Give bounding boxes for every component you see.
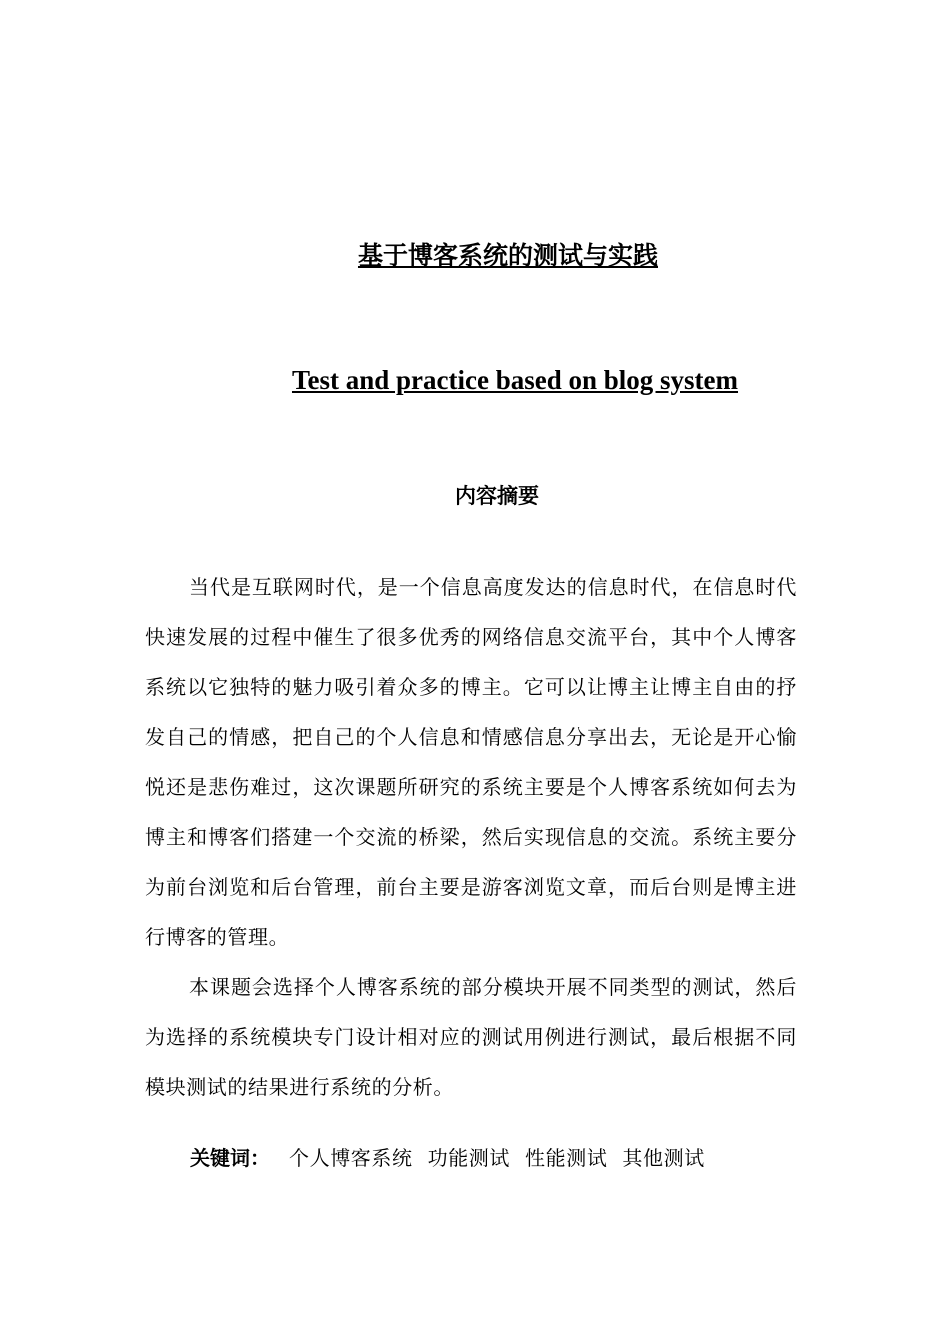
abstract-paragraph-2: 本课题会选择个人博客系统的部分模块开展不同类型的测试，然后为选择的系统模块专门设计相对应的测试用例进行测试，最后根据不同模块测试的结果进行系统的分析。 xyxy=(145,975,797,1099)
keywords-line xyxy=(190,1138,715,1179)
abstract-paragraph-1: 当代是互联网时代，是一个信息高度发达的信息时代，在信息时代快速发展的过程中催生了很多优秀的网络信息交流平台，其中个人博客系统以它独特的魅力吸引着众多的博主。它可以让博主让博主自由的抒发自己的情感，把自己的个人信息和情感信息分享出去，无论是开心愉悦还是悲伤难过，这次课题所研究的系统主要是个人博客系统如何去为博主和博客们搭建一个交流的桥梁，然后实现信息的交流。系统主要分为前台浏览和后台管理，前台主要是游客浏览文章，而后台则是博主进行博客的管理。 xyxy=(145,575,797,949)
keyword-item: 其他测试 xyxy=(622,1146,705,1170)
abstract-body xyxy=(145,562,797,1112)
english-title: Test and practice based on blog system xyxy=(291,365,739,395)
keyword-item: 个人博客系统 xyxy=(289,1146,413,1170)
keyword-item: 性能测试 xyxy=(525,1146,608,1170)
abstract-heading: 内容摘要 xyxy=(455,484,539,508)
chinese-title: 基于博客系统的测试与实践 xyxy=(357,241,658,270)
keywords-label: 关键词： xyxy=(190,1146,270,1170)
keyword-item: 功能测试 xyxy=(427,1146,511,1170)
